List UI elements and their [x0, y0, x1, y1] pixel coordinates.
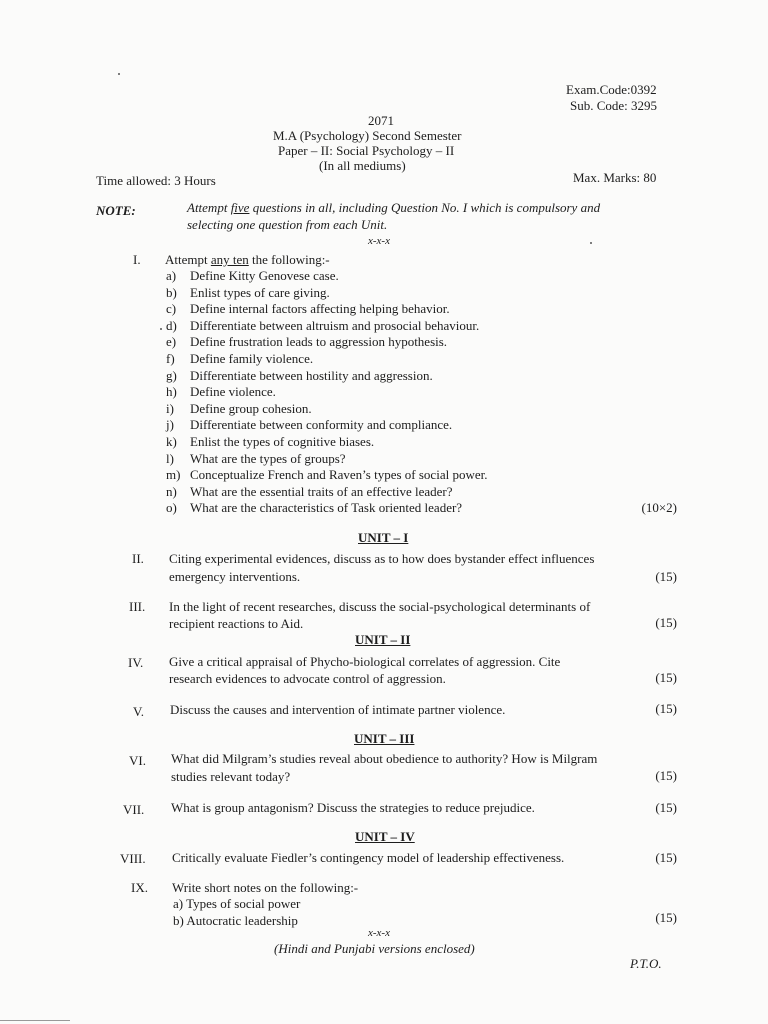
course-title: M.A (Psychology) Second Semester	[273, 128, 462, 143]
q2-line-2: emergency interventions.	[169, 569, 301, 584]
q8-number: VIII.	[120, 851, 146, 866]
q1-item-text: Define family violence.	[190, 351, 314, 366]
q3-number: III.	[129, 599, 146, 614]
q5-marks: (15)	[655, 701, 677, 716]
q1-item-text: Differentiate between hostility and aggression.	[190, 368, 433, 383]
q1-item-text: What are the essential traits of an effective leader?	[190, 484, 453, 499]
note-line-2: selecting one question from each Unit.	[187, 217, 388, 232]
q1-item-text: Enlist the types of cognitive biases.	[190, 434, 375, 449]
scan-speck	[118, 73, 120, 75]
versions-note: (Hindi and Punjabi versions enclosed)	[274, 941, 475, 956]
q1-item-letter: o)	[166, 500, 177, 515]
footer-separator: x-x-x	[368, 927, 390, 939]
q1-item-text: Differentiate between altruism and prosocial behaviour.	[190, 318, 480, 333]
q2-number: II.	[132, 551, 144, 566]
unit-1-heading: UNIT – I	[358, 530, 409, 545]
scan-speck	[590, 242, 592, 244]
q6-marks: (15)	[655, 768, 677, 783]
q1-item-letter: d)	[166, 318, 177, 333]
q7-line-1: What is group antagonism? Discuss the strategies to reduce prejudice.	[171, 800, 535, 815]
q1-item-letter: k)	[166, 434, 177, 449]
q3-line-2: recipient reactions to Aid.	[169, 616, 304, 631]
q4-line-2: research evidences to advocate control of aggression.	[169, 671, 446, 686]
q1-item-letter: f)	[166, 351, 175, 366]
q1-item-letter: n)	[166, 484, 177, 499]
q1-item-letter: g)	[166, 368, 177, 383]
q5-line-1: Discuss the causes and intervention of intimate partner violence.	[170, 702, 506, 717]
paper-title: Paper – II: Social Psychology – II	[278, 143, 455, 158]
q1-marks: (10×2)	[641, 500, 677, 515]
exam-code: Exam.Code:0392	[566, 82, 657, 97]
q9-line-1: Write short notes on the following:-	[172, 880, 359, 895]
note-line-1: Attempt five questions in all, including Question No. I which is compulsory and	[187, 200, 601, 215]
q1-item-text: Differentiate between conformity and compliance.	[190, 417, 453, 432]
unit-4-heading: UNIT – IV	[355, 829, 415, 844]
q1-item-text: What are the characteristics of Task oriented leader?	[190, 500, 463, 515]
note-separator: x-x-x	[368, 235, 390, 247]
q4-line-1: Give a critical appraisal of Phycho-biological correlates of aggression. Cite	[169, 654, 561, 669]
q5-number: V.	[133, 704, 144, 719]
sub-code: Sub. Code: 3295	[570, 98, 658, 113]
q1-item-text: Define Kitty Genovese case.	[190, 268, 339, 283]
unit-2-heading: UNIT – II	[355, 632, 411, 647]
q1-item-letter: b)	[166, 285, 177, 300]
q1-item-text: Define violence.	[190, 384, 276, 399]
year: 2071	[368, 113, 394, 128]
q8-marks: (15)	[655, 850, 677, 865]
q9-item-b: b) Autocratic leadership	[173, 913, 298, 928]
q1-item-letter: e)	[166, 334, 177, 349]
q6-number: VI.	[129, 753, 146, 768]
q1-item-letter: m)	[166, 467, 181, 482]
q1-item-text: Define group cohesion.	[190, 401, 312, 416]
q1-item-letter: a)	[166, 268, 177, 283]
q1-number: I.	[133, 252, 141, 267]
q2-line-1: Citing experimental evidences, discuss as to how does bystander effect influences	[169, 551, 595, 566]
q3-line-1: In the light of recent researches, discuss the social-psychological determinants of	[169, 599, 591, 614]
scan-edge-line	[0, 1020, 70, 1021]
unit-3-heading: UNIT – III	[354, 731, 415, 746]
q1-item-letter: h)	[166, 384, 177, 399]
q3-marks: (15)	[655, 615, 677, 630]
q1-item-letter: j)	[166, 417, 174, 432]
q4-marks: (15)	[655, 670, 677, 685]
q9-number: IX.	[131, 880, 148, 895]
note-label: NOTE:	[96, 203, 136, 218]
q1-item-letter: l)	[166, 451, 174, 466]
mediums: (In all mediums)	[319, 158, 406, 173]
q7-marks: (15)	[655, 800, 677, 815]
q1-item-letter: i)	[166, 401, 174, 416]
q9-marks: (15)	[655, 910, 677, 925]
pto-label: P.T.O.	[630, 956, 662, 971]
q1-item-letter: c)	[166, 301, 177, 316]
q2-marks: (15)	[655, 569, 677, 584]
time-allowed: Time allowed: 3 Hours	[96, 173, 216, 188]
q7-number: VII.	[123, 802, 145, 817]
q1-item-text: Define internal factors affecting helping behavior.	[190, 301, 450, 316]
q1-item-text: Conceptualize French and Raven’s types of social power.	[190, 467, 488, 482]
q6-line-2: studies relevant today?	[171, 769, 291, 784]
q1-intro: Attempt any ten the following:-	[165, 252, 330, 267]
q9-item-a: a) Types of social power	[173, 896, 301, 911]
scan-speck	[160, 328, 162, 330]
q1-item-text: What are the types of groups?	[190, 451, 346, 466]
q4-number: IV.	[128, 655, 144, 670]
q6-line-1: What did Milgram’s studies reveal about obedience to authority? How is Milgram	[171, 751, 598, 766]
max-marks: Max. Marks: 80	[573, 170, 657, 185]
q1-item-text: Define frustration leads to aggression hypothesis.	[190, 334, 448, 349]
q1-item-text: Enlist types of care giving.	[190, 285, 330, 300]
q8-line-1: Critically evaluate Fiedler’s contingency model of leadership effectiveness.	[172, 850, 565, 865]
